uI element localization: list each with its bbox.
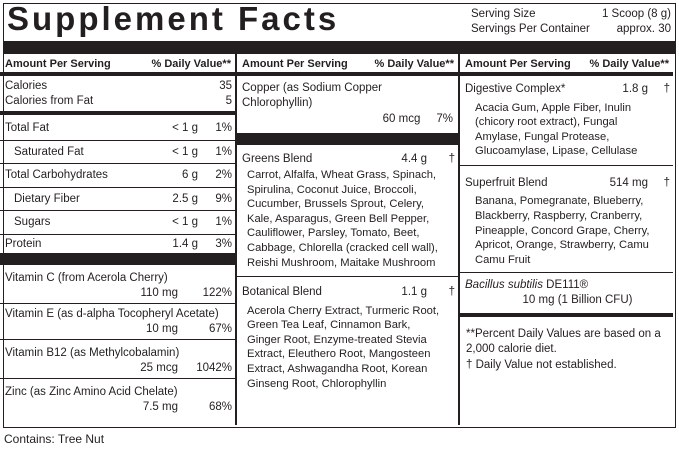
protein-row [0,235,235,253]
vitamin-e-amount: 10 mg [146,322,178,335]
fiber-dv: 9% [215,192,232,205]
sugars-row [0,211,235,235]
column-2 [237,54,458,450]
copper-label: Copper (as Sodium Copper Chlorophyllin) [242,82,382,109]
botanical-blend-amount: 1.1 g [401,286,427,299]
thick-divider [237,133,458,145]
total-fat-label: Total Fat [5,122,50,134]
zinc-label: Zinc (as Zinc Amino Acid Chelate) [5,386,178,398]
servings-per-container-label: Servings Per Container [471,23,590,35]
bacillus-strain: DE111® [542,279,589,292]
sugars-label: Sugars [14,216,51,228]
dv-footnote: **Percent Daily Values are based on a 2,000 calorie diet. [466,328,661,355]
superfruit-blend-head [465,176,670,191]
vitamin-c-block [0,268,235,304]
divider [0,111,235,115]
greens-blend-dv: † [448,152,455,165]
b12-block [0,340,235,379]
zinc-block [0,379,235,417]
greens-blend-block [237,149,458,278]
serving-size-row [471,7,671,22]
protein-amount: 1.4 g [172,237,198,250]
sugars-dv: 1% [215,216,232,228]
botanical-blend-block [237,277,458,394]
calories-fat-label: Calories from Fat [5,94,94,107]
thick-divider [0,253,235,265]
greens-blend-label: Greens Blend [242,152,313,165]
column-header [237,54,458,76]
dv-header: % Daily Value** [589,58,669,70]
saturated-fat-label: Saturated Fat [14,145,84,158]
botanical-blend-ingredients: Acerola Cherry Extract, Turmeric Root, Green Tea Leaf, Cinnamon Bark, Ginger Root, Enzyme-treated Stevia Extract, Eleuthero Root, Mangosteen Extract, Ashwagandha Root, Korean Ginseng Root, Chlorophyllin [247,304,440,390]
fiber-row [0,188,235,212]
servings-per-container-value: approx. 30 [616,23,671,35]
superfruit-blend-dv: † [663,176,670,189]
serving-size-value: 1 Scoop (8 g) [601,8,671,20]
botanical-blend-dv: † [448,286,455,299]
column-header [460,54,673,76]
superfruit-blend-label: Superfruit Blend [465,176,548,189]
column-1 [0,54,235,450]
fiber-amount: 2.5 g [172,192,198,205]
allergen-statement: Contains: Tree Nut [4,432,105,446]
b12-label: Vitamin B12 (as Methylcobalamin) [5,347,180,359]
digestive-complex-amount: 1.8 g [622,83,648,95]
superfruit-blend-amount: 514 mg [609,176,648,189]
protein-dv: 3% [215,237,232,250]
saturated-fat-row [0,141,235,165]
zinc-dv: 68% [208,400,232,413]
carbs-amount: 6 g [182,169,198,181]
digestive-complex-label: Digestive Complex* [465,83,566,95]
calories-label: Calories [5,80,48,92]
calories-fat-amount: 5 [225,94,232,107]
superfruit-blend-ingredients: Banana, Pomegranate, Blueberry, Blackberry, Raspberry, Cranberry, Pineapple, Concord Grape, Cherry, Apricot, Orange, Strawberry, Camu Camu Fruit [475,195,650,266]
digestive-complex-block [460,76,673,166]
bacillus-name: Bacillus subtilis [465,279,543,292]
amount-header: Amount Per Serving [5,58,111,70]
digestive-complex-dv: † [663,83,670,95]
dagger-footnote: † Daily Value not established. [466,359,617,372]
bacillus-label [465,278,670,293]
copper-block [237,76,458,130]
fiber-label: Dietary Fiber [14,192,80,205]
total-fat-amount: < 1 g [172,122,198,134]
total-fat-dv: 1% [215,122,232,134]
vitamin-c-amount: 110 mg [140,286,178,299]
calories-fat-row [0,94,235,112]
servings-per-container-row [471,22,671,37]
top-divider-bar [3,41,676,54]
greens-blend-amount: 4.4 g [401,152,427,165]
greens-blend-ingredients: Carrot, Alfalfa, Wheat Grass, Spinach, Spirulina, Coconut Juice, Broccoli, Cucumber, Brussels Sprout, Celery, Kale, Asparagus, Green Bell Pepper, Cauliflower, Parsley, Tomato, Beet, Cabbage, Chlorella (cracked cell wall), Reishi Mushroom, Maitake Mushroom [247,169,438,269]
bacillus-amount: 10 mg (1 Billion CFU) [522,293,633,306]
digestive-complex-ingredients: Acacia Gum, Apple Fiber, Inulin (chicory root extract), Fungal Amylase, Fungal Protease, Glucoamylase, Lipase, Cellulase [475,101,638,158]
digestive-complex-head [465,82,670,97]
botanical-blend-label: Botanical Blend [242,286,322,299]
copper-amount: 60 mcg [382,113,421,125]
vitamin-e-dv: 67% [208,322,232,335]
botanical-blend-head [242,285,455,300]
vitamin-c-label: Vitamin C (from Acerola Cherry) [5,272,168,284]
column-3 [460,54,673,450]
zinc-amount: 7.5 mg [142,400,178,413]
serving-size-label: Serving Size [471,8,536,20]
carbs-row [0,164,235,188]
vitamin-e-block [0,304,235,340]
protein-label: Protein [5,237,42,250]
serving-info [471,7,671,37]
carbs-label: Total Carbohydrates [5,169,108,181]
copper-dv: 7% [436,113,453,125]
sugars-amount: < 1 g [172,216,198,228]
b12-amount: 25 mcg [140,361,178,374]
calories-row [0,79,235,94]
greens-blend-head [242,152,455,167]
dv-header: % Daily Value** [151,58,231,70]
vitamin-e-label: Vitamin E (as d-alpha Tocopheryl Acetate) [5,308,219,320]
superfruit-blend-block [460,166,673,273]
panel-title: Supplement Facts [7,0,340,37]
saturated-fat-amount: < 1 g [172,145,198,158]
total-fat-row [0,119,235,141]
calories-amount: 35 [219,80,232,92]
amount-header: Amount Per Serving [242,58,348,70]
dv-header: % Daily Value** [374,58,454,70]
b12-dv: 1042% [196,361,232,374]
saturated-fat-dv: 1% [215,145,232,158]
amount-header: Amount Per Serving [465,58,571,70]
bacillus-block [460,273,673,317]
vitamin-c-dv: 122% [202,286,232,299]
column-header [0,54,235,76]
carbs-dv: 2% [215,169,232,181]
